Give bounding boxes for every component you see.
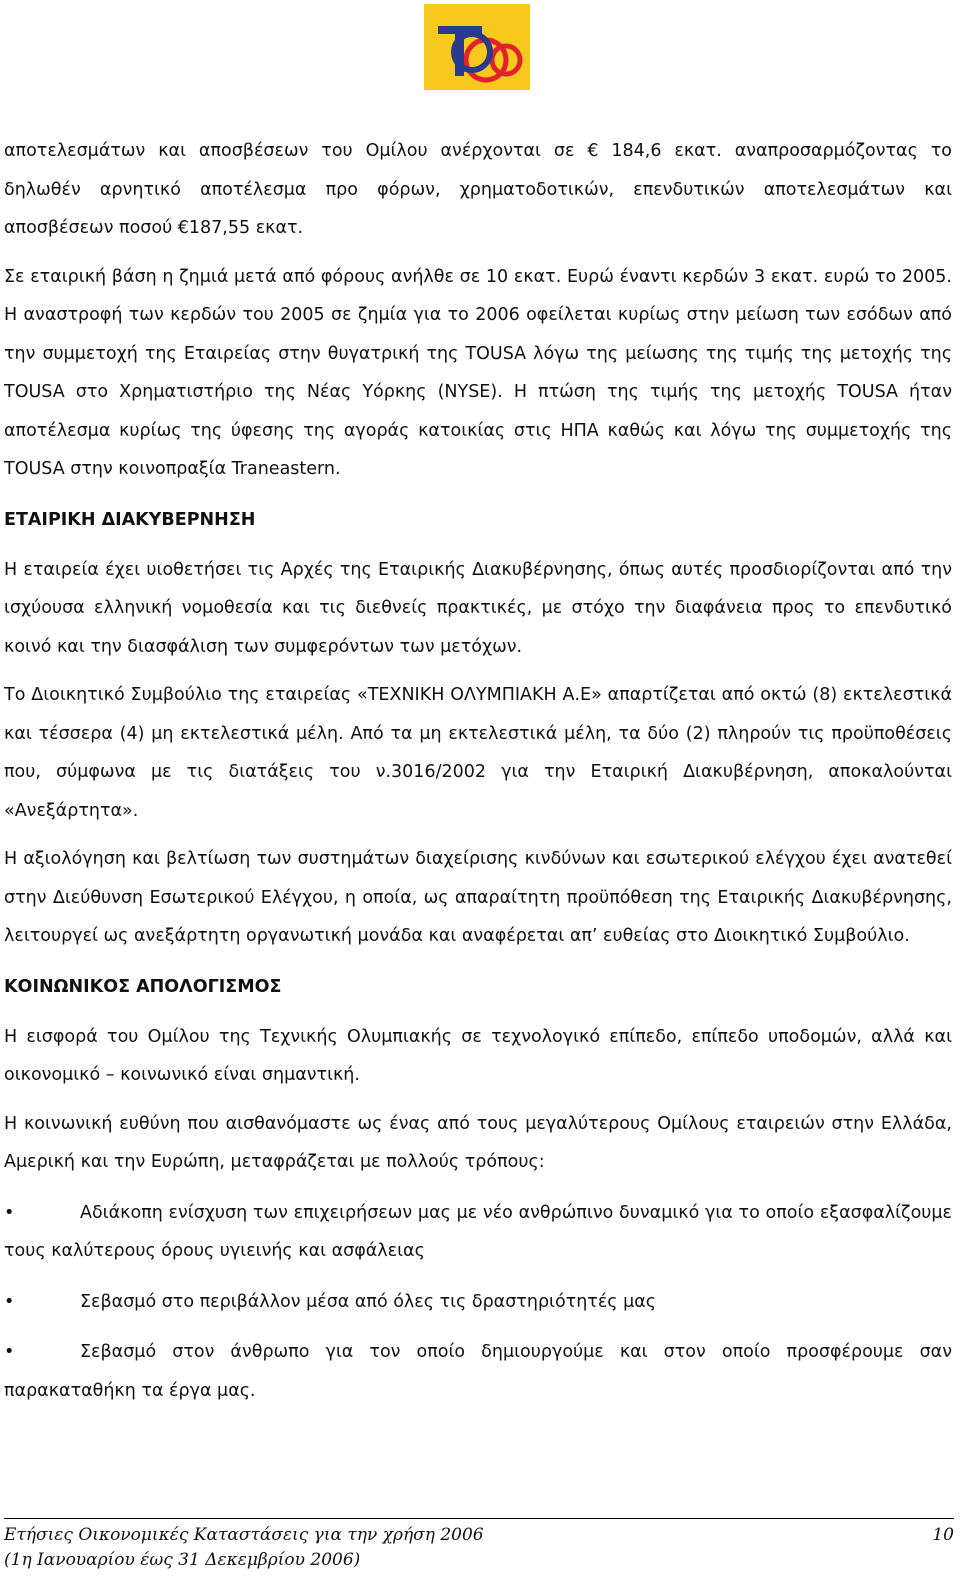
paragraph: Η εισφορά του Ομίλου της Τεχνικής Ολυμπιακής σε τεχνολογικό επίπεδο, επίπεδο υποδομών, αλλά και οικονομικό – κοινωνικό είναι σημαντική.: [4, 1026, 952, 1085]
bullet-text: Σεβασμό στο περιβάλλον μέσα από όλες τις δραστηριότητές μας: [80, 1291, 657, 1312]
bullet-item: [4, 1194, 952, 1271]
bullet-text: Αδιάκοπη ενίσχυση των επιχειρήσεων μας με νέο ανθρώπινο δυναμικό για το οποίο εξασφαλίζουμε τους καλύτερους όρους υγιεινής και ασφάλειας: [4, 1202, 952, 1261]
bullet-text: Σεβασμό στον άνθρωπο για τον οποίο δημιουργούμε και στον οποίο προσφέρουμε σαν παρακαταθήκη τα έργα μας.: [4, 1342, 952, 1401]
paragraph: Η εταιρεία έχει υιοθετήσει τις Αρχές της Εταιρικής Διακυβέρνησης, όπως αυτές προσδιορίζονται από την ισχύουσα ελληνική νομοθεσία και τις διεθνείς πρακτικές, με στόχο την διαφάνεια προς το επενδυτικό κοινό και την διασφάλιση των συμφερόντων των μετόχων.: [4, 559, 952, 657]
bullet-icon: •: [4, 1202, 15, 1223]
paragraph: Η κοινωνική ευθύνη που αισθανόμαστε ως ένας από τους μεγαλύτερους Ομίλους εταιρειών στην Ελλάδα, Αμερική και την Ευρώπη, μεταφράζεται με πολλούς τρόπους:: [4, 1113, 952, 1172]
page-content: [4, 132, 952, 1410]
footer-title: Ετήσιες Οικονομικές Καταστάσεις για την χρήση 2006: [4, 1525, 484, 1545]
page-number: 10: [932, 1525, 954, 1545]
company-logo-icon: [424, 4, 530, 90]
paragraph: Η αξιολόγηση και βελτίωση των συστημάτων διαχείρισης κινδύνων και εσωτερικού ελέγχου έχει ανατεθεί στην Διεύθυνση Εσωτερικού Ελέγχου, η οποία, ως απαραίτητη προϋπόθεση της Εταιρικής Διακυβέρνησης, λειτουργεί ως ανεξάρτητη οργανωτική μονάδα και αναφέρεται απ’ ευθείας στο Διοικητικό Συμβούλιο.: [4, 849, 952, 946]
page-footer: [4, 1518, 954, 1573]
paragraph: Σε εταιρική βάση η ζημιά μετά από φόρους ανήλθε σε 10 εκατ. Ευρώ έναντι κερδών 3 εκατ. ευρώ το 2005. Η αναστροφή των κερδών του 2005 σε ζημία για το 2006 οφείλεται κυρίως στην μείωση των εσόδων από την συμμετοχή της Εταιρείας στην θυγατρική της TOUSA λόγω της μείωσης της τιμής της μετοχής της TOUSA στο Χρηματιστήριο της Νέας Υόρκης (NYSE). Η πτώση της τιμής της μετοχής TOUSA ήταν αποτέλεσμα κυρίως της ύφεσης της αγοράς κατοικίας στις ΗΠΑ καθώς και λόγω της συμμετοχής της TOUSA στην κοινοπραξία Traneastern.: [4, 266, 952, 479]
bullet-icon: •: [4, 1291, 15, 1312]
footer-period: (1η Ιανουαρίου έως 31 Δεκεμβρίου 2006): [4, 1550, 361, 1570]
paragraph: Το Διοικητικό Συμβούλιο της εταιρείας «ΤΕΧΝΙΚΗ ΟΛΥΜΠΙΑΚΗ Α.Ε» απαρτίζεται από οκτώ (8) εκτελεστικά και τέσσερα (4) μη εκτελεστικά μέλη. Από τα μη εκτελεστικά μέλη, τα δύο (2) πληρούν τις προϋποθέσεις που, σύμφωνα με τις διατάξεις του ν.3016/2002 για την Εταιρική Διακυβέρνηση, αποκαλούνται «Ανεξάρτητα».: [4, 685, 952, 821]
paragraph: αποτελεσμάτων και αποσβέσεων του Ομίλου ανέρχονται σε € 184,6 εκατ. αναπροσαρμόζοντας το δηλωθέν αρνητικό αποτέλεσμα προ φόρων, χρηματοδοτικών, επενδυτικών αποτελεσμάτων και αποσβέσεων ποσού €187,55 εκατ.: [4, 141, 952, 238]
section-heading-corporate-governance: ΕΤΑΙΡΙΚΗ ΔΙΑΚΥΒΕΡΝΗΣΗ: [4, 509, 256, 530]
bullet-item: [4, 1333, 952, 1410]
bullet-item: [4, 1283, 952, 1322]
bullet-icon: •: [4, 1342, 15, 1362]
section-heading-social-report: ΚΟΙΝΩΝΙΚΟΣ ΑΠΟΛΟΓΙΣΜΟΣ: [4, 976, 282, 997]
